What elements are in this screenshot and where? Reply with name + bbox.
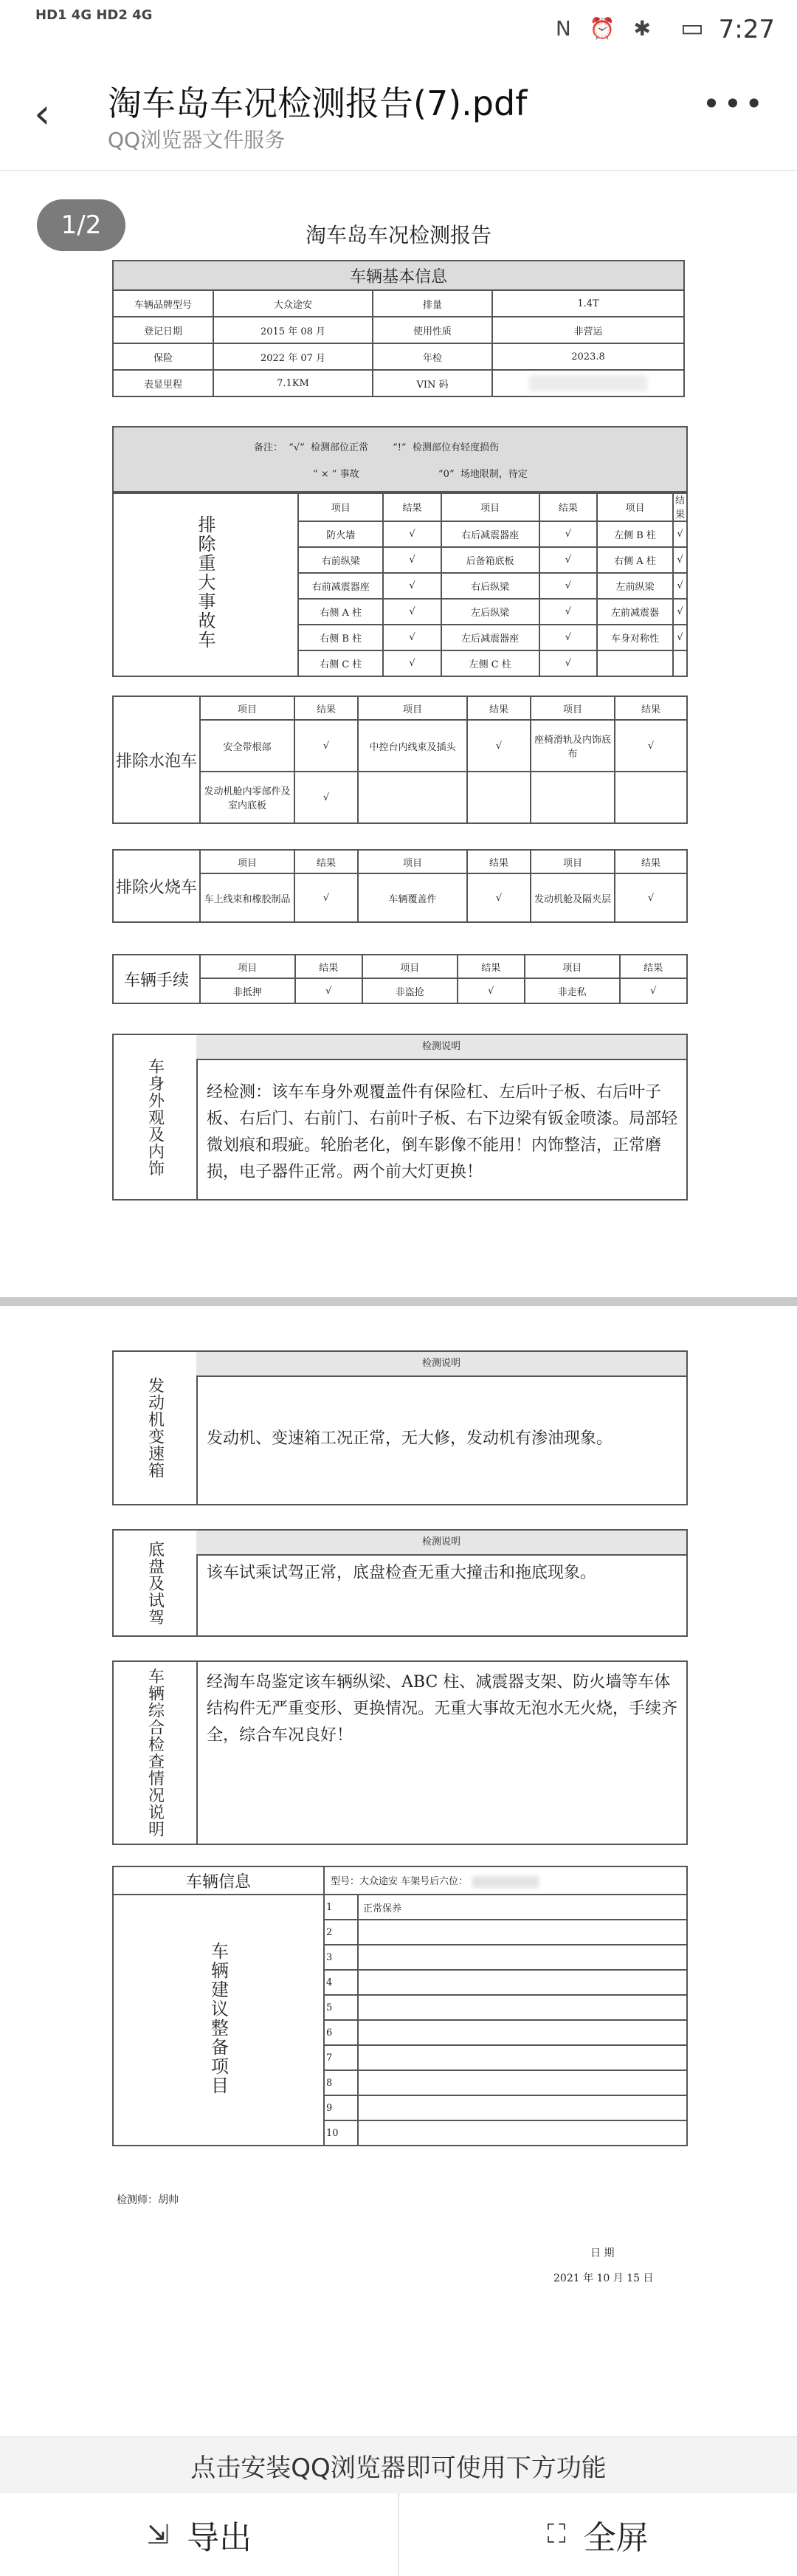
cell: 登记日期 bbox=[113, 317, 213, 343]
cell: 左前纵梁 bbox=[597, 573, 673, 599]
cell: 左侧 C 柱 bbox=[441, 650, 539, 676]
cell: 车辆品牌型号 bbox=[113, 290, 213, 317]
vehicle-info-value: 型号：大众途安 车架号后六位： bbox=[331, 1876, 469, 1888]
row-number: 3 bbox=[324, 1945, 358, 1970]
col-item: 项目 bbox=[200, 696, 294, 720]
summary-label: 车辆综合检查情况说明 bbox=[145, 1668, 165, 1838]
row-number: 8 bbox=[324, 2070, 358, 2095]
col-item: 项目 bbox=[358, 696, 467, 720]
cell bbox=[615, 772, 687, 823]
col-item: 项目 bbox=[597, 492, 673, 521]
engine-text: 发动机、变速箱工况正常，无大修，发动机有渗油现象。 bbox=[207, 1429, 613, 1448]
col-result: 结果 bbox=[383, 492, 441, 521]
fire-table bbox=[112, 849, 688, 923]
col-result: 结果 bbox=[295, 955, 362, 978]
chassis-label: 底盘及试驾 bbox=[145, 1540, 165, 1626]
export-button[interactable] bbox=[0, 2493, 398, 2576]
cell: √ bbox=[673, 599, 687, 625]
water-table bbox=[112, 695, 688, 824]
cell: 左后纵梁 bbox=[441, 599, 539, 625]
accident-label: 排除重大事故车 bbox=[195, 515, 215, 650]
maint-item bbox=[358, 2020, 687, 2045]
engine-label: 发动机变速箱 bbox=[145, 1377, 165, 1479]
back-icon[interactable]: ‹ bbox=[34, 90, 51, 138]
cell: √ bbox=[539, 547, 597, 573]
cell: √ bbox=[673, 521, 687, 547]
exterior-text: 经检测：该车车身外观覆盖件有保险杠、左后叶子板、右后叶子板、右后门、右前门、右前叶子板、右下边梁有钣金喷漆。局部轻微划痕和瑕疵。轮胎老化，倒车影像不能用！内饰整洁，正常磨损，电子器件正常。两个前大灯更换！ bbox=[207, 1083, 678, 1181]
maint-item bbox=[358, 2095, 687, 2120]
maint-item bbox=[358, 2045, 687, 2070]
export-label: 导出 bbox=[187, 2519, 252, 2557]
cell bbox=[673, 650, 687, 676]
clock: 7:27 bbox=[718, 15, 775, 44]
col-item: 项目 bbox=[531, 850, 615, 873]
cell: √ bbox=[615, 720, 687, 772]
summary-label-cell bbox=[114, 1662, 198, 1844]
date-label: 日 期 bbox=[590, 2247, 615, 2259]
cell: √ bbox=[620, 978, 687, 1003]
summary-text: 经淘车岛鉴定该车辆纵梁、ABC 柱、减震器支架、防火墙等车体结构件无严重变形、更换情况。无重大事故无泡水无火烧，手续齐全，综合车况良好！ bbox=[207, 1673, 678, 1745]
cell: 非走私 bbox=[525, 978, 620, 1003]
maint-label-cell bbox=[113, 1895, 324, 2146]
export-icon: ⇲ bbox=[146, 2519, 170, 2550]
cell: 1.4T bbox=[492, 290, 684, 317]
maint-item bbox=[358, 2120, 687, 2146]
battery-icon: ▭ bbox=[680, 13, 704, 43]
cell: √ bbox=[295, 978, 362, 1003]
cell: 非营运 bbox=[492, 317, 684, 343]
vin-redacted bbox=[472, 1876, 539, 1888]
cell: √ bbox=[539, 599, 597, 625]
maint-label: 车辆建议整备项目 bbox=[207, 1942, 229, 2095]
exterior-label-cell bbox=[114, 1035, 198, 1199]
cell: 2022 年 07 月 bbox=[213, 343, 373, 370]
cell: √ bbox=[467, 720, 531, 772]
cell: √ bbox=[673, 547, 687, 573]
col-item: 项目 bbox=[358, 850, 467, 873]
fullscreen-label: 全屏 bbox=[583, 2519, 649, 2557]
row-number: 2 bbox=[324, 1920, 358, 1945]
cell: 左前减震器 bbox=[597, 599, 673, 625]
cell: 右后纵梁 bbox=[441, 573, 539, 599]
signal-indicators: HD1 4G HD2 4G bbox=[35, 7, 153, 23]
cell: 大众途安 bbox=[213, 290, 373, 317]
cell bbox=[467, 772, 531, 823]
cell: 非盗抢 bbox=[362, 978, 458, 1003]
col-result: 结果 bbox=[294, 850, 358, 873]
col-result: 结果 bbox=[620, 955, 687, 978]
col-result: 结果 bbox=[539, 492, 597, 521]
row-number: 6 bbox=[324, 2020, 358, 2045]
chassis-header: 检测说明 bbox=[196, 1531, 686, 1556]
row-number: 10 bbox=[324, 2120, 358, 2146]
vin-redacted bbox=[492, 370, 684, 396]
cell: 右侧 A 柱 bbox=[298, 599, 383, 625]
cell: 右侧 C 柱 bbox=[298, 650, 383, 676]
row-number: 5 bbox=[324, 1995, 358, 2020]
cell: √ bbox=[539, 650, 597, 676]
col-item: 项目 bbox=[200, 850, 294, 873]
cell bbox=[597, 650, 673, 676]
maint-item: 正常保养 bbox=[358, 1895, 687, 1920]
cell: √ bbox=[673, 573, 687, 599]
chassis-section bbox=[112, 1529, 688, 1637]
procedure-label: 车辆手续 bbox=[113, 955, 200, 1003]
maint-item bbox=[358, 1920, 687, 1945]
col-item: 项目 bbox=[298, 492, 383, 521]
report-date: 2021 年 10 月 15 日 bbox=[553, 2273, 654, 2284]
fullscreen-button[interactable] bbox=[398, 2493, 797, 2576]
cell: 右前减震器座 bbox=[298, 573, 383, 599]
row-number: 4 bbox=[324, 1970, 358, 1995]
cell: 表显里程 bbox=[113, 370, 213, 396]
cell: 车上线束和橡胶制品 bbox=[200, 873, 294, 922]
inspector-signature: 检测师：胡帅 bbox=[117, 2194, 179, 2206]
cell: 年检 bbox=[373, 343, 492, 370]
basic-info-header: 车辆基本信息 bbox=[113, 261, 684, 290]
col-item: 项目 bbox=[441, 492, 539, 521]
bottom-bar bbox=[0, 2436, 797, 2576]
cell: √ bbox=[615, 873, 687, 922]
status-bar bbox=[0, 0, 797, 61]
cell: 7.1KM bbox=[213, 370, 373, 396]
cell: 车辆覆盖件 bbox=[358, 873, 467, 922]
row-number: 1 bbox=[324, 1895, 358, 1920]
more-icon[interactable]: ••• bbox=[702, 86, 766, 122]
col-result: 结果 bbox=[467, 696, 531, 720]
exterior-label: 车身外观及内饰 bbox=[145, 1057, 165, 1177]
basic-info-table bbox=[112, 260, 685, 397]
cell: 左后减震器座 bbox=[441, 625, 539, 650]
cell: VIN 码 bbox=[373, 370, 492, 396]
report-title: 淘车岛车况检测报告 bbox=[305, 223, 491, 247]
cell: 右侧 A 柱 bbox=[597, 547, 673, 573]
cell: 保险 bbox=[113, 343, 213, 370]
cell: 2023.8 bbox=[492, 343, 684, 370]
cell bbox=[531, 772, 615, 823]
status-icons: N ⏰ ✱ bbox=[555, 16, 657, 41]
cell: √ bbox=[383, 625, 441, 650]
cell: √ bbox=[539, 573, 597, 599]
cell: 排量 bbox=[373, 290, 492, 317]
page-separator bbox=[0, 1297, 797, 1306]
maint-item bbox=[358, 2070, 687, 2095]
cell: 座椅滑轨及内饰底布 bbox=[531, 720, 615, 772]
vehicle-info-label: 车辆信息 bbox=[113, 1866, 324, 1895]
col-result: 结果 bbox=[458, 955, 525, 978]
engine-header: 检测说明 bbox=[196, 1352, 686, 1377]
col-result: 结果 bbox=[615, 850, 687, 873]
vehicle-info-cell bbox=[324, 1866, 687, 1895]
cell: 使用性质 bbox=[373, 317, 492, 343]
file-subtitle: QQ浏览器文件服务 bbox=[108, 128, 286, 152]
cell: √ bbox=[539, 521, 597, 547]
col-result: 结果 bbox=[294, 696, 358, 720]
cell: 左侧 B 柱 bbox=[597, 521, 673, 547]
legend-line-1: 备注： “√” 检测部位正常 “!” 检测部位有轻度损伤 bbox=[254, 442, 499, 453]
cell: 防火墙 bbox=[298, 521, 383, 547]
col-item: 项目 bbox=[531, 696, 615, 720]
pdf-page-1 bbox=[0, 171, 797, 1297]
install-hint[interactable]: 点击安装QQ浏览器即可使用下方功能 bbox=[190, 2453, 607, 2483]
col-result: 结果 bbox=[615, 696, 687, 720]
accident-table bbox=[112, 491, 688, 677]
maintenance-table bbox=[112, 1866, 688, 2146]
maint-item bbox=[358, 1945, 687, 1970]
exterior-header: 检测说明 bbox=[196, 1035, 686, 1060]
cell: √ bbox=[383, 521, 441, 547]
page-indicator: 1/2 bbox=[37, 199, 125, 251]
cell: √ bbox=[294, 873, 358, 922]
legend-line-2: “ × ” 事故 “0” 场地限制，待定 bbox=[313, 469, 528, 480]
cell: √ bbox=[383, 573, 441, 599]
col-result: 结果 bbox=[673, 492, 687, 521]
cell: √ bbox=[294, 720, 358, 772]
cell: √ bbox=[458, 978, 525, 1003]
water-label: 排除水泡车 bbox=[113, 696, 200, 823]
cell: 非抵押 bbox=[200, 978, 295, 1003]
cell: 中控台内线束及插头 bbox=[358, 720, 467, 772]
action-area bbox=[0, 2493, 797, 2576]
engine-label-cell bbox=[114, 1352, 198, 1504]
row-number: 9 bbox=[324, 2095, 358, 2120]
engine-section bbox=[112, 1350, 688, 1505]
title-bar bbox=[0, 61, 797, 171]
exterior-section bbox=[112, 1034, 688, 1201]
accident-label-cell bbox=[113, 492, 298, 676]
chassis-label-cell bbox=[114, 1531, 198, 1635]
chassis-text: 该车试乘试驾正常，底盘检查无重大撞击和拖底现象。 bbox=[207, 1564, 597, 1582]
cell bbox=[358, 772, 467, 823]
fullscreen-icon: ⛶ bbox=[547, 2519, 566, 2549]
col-item: 项目 bbox=[525, 955, 620, 978]
summary-section bbox=[112, 1660, 688, 1845]
maint-item bbox=[358, 1970, 687, 1995]
cell: √ bbox=[383, 599, 441, 625]
cell: 发动机舱内零部件及室内底板 bbox=[200, 772, 294, 823]
maint-item bbox=[358, 1995, 687, 2020]
pdf-page-2 bbox=[0, 1306, 797, 2436]
cell: 2015 年 08 月 bbox=[213, 317, 373, 343]
cell: 右侧 B 柱 bbox=[298, 625, 383, 650]
col-item: 项目 bbox=[200, 955, 295, 978]
cell: 后备箱底板 bbox=[441, 547, 539, 573]
cell: √ bbox=[539, 625, 597, 650]
col-result: 结果 bbox=[467, 850, 531, 873]
row-number: 7 bbox=[324, 2045, 358, 2070]
cell: 右前纵梁 bbox=[298, 547, 383, 573]
file-title: 淘车岛车况检测报告(7).pdf bbox=[108, 83, 528, 123]
cell: √ bbox=[383, 547, 441, 573]
cell: √ bbox=[673, 625, 687, 650]
cell: √ bbox=[294, 772, 358, 823]
cell: 车身对称性 bbox=[597, 625, 673, 650]
legend bbox=[112, 426, 688, 494]
cell: √ bbox=[383, 650, 441, 676]
cell: 发动机舱及隔夹层 bbox=[531, 873, 615, 922]
fire-label: 排除火烧车 bbox=[113, 850, 200, 922]
procedure-table bbox=[112, 954, 688, 1004]
cell: 右后减震器座 bbox=[441, 521, 539, 547]
col-item: 项目 bbox=[362, 955, 458, 978]
cell: √ bbox=[467, 873, 531, 922]
cell: 安全带根部 bbox=[200, 720, 294, 772]
